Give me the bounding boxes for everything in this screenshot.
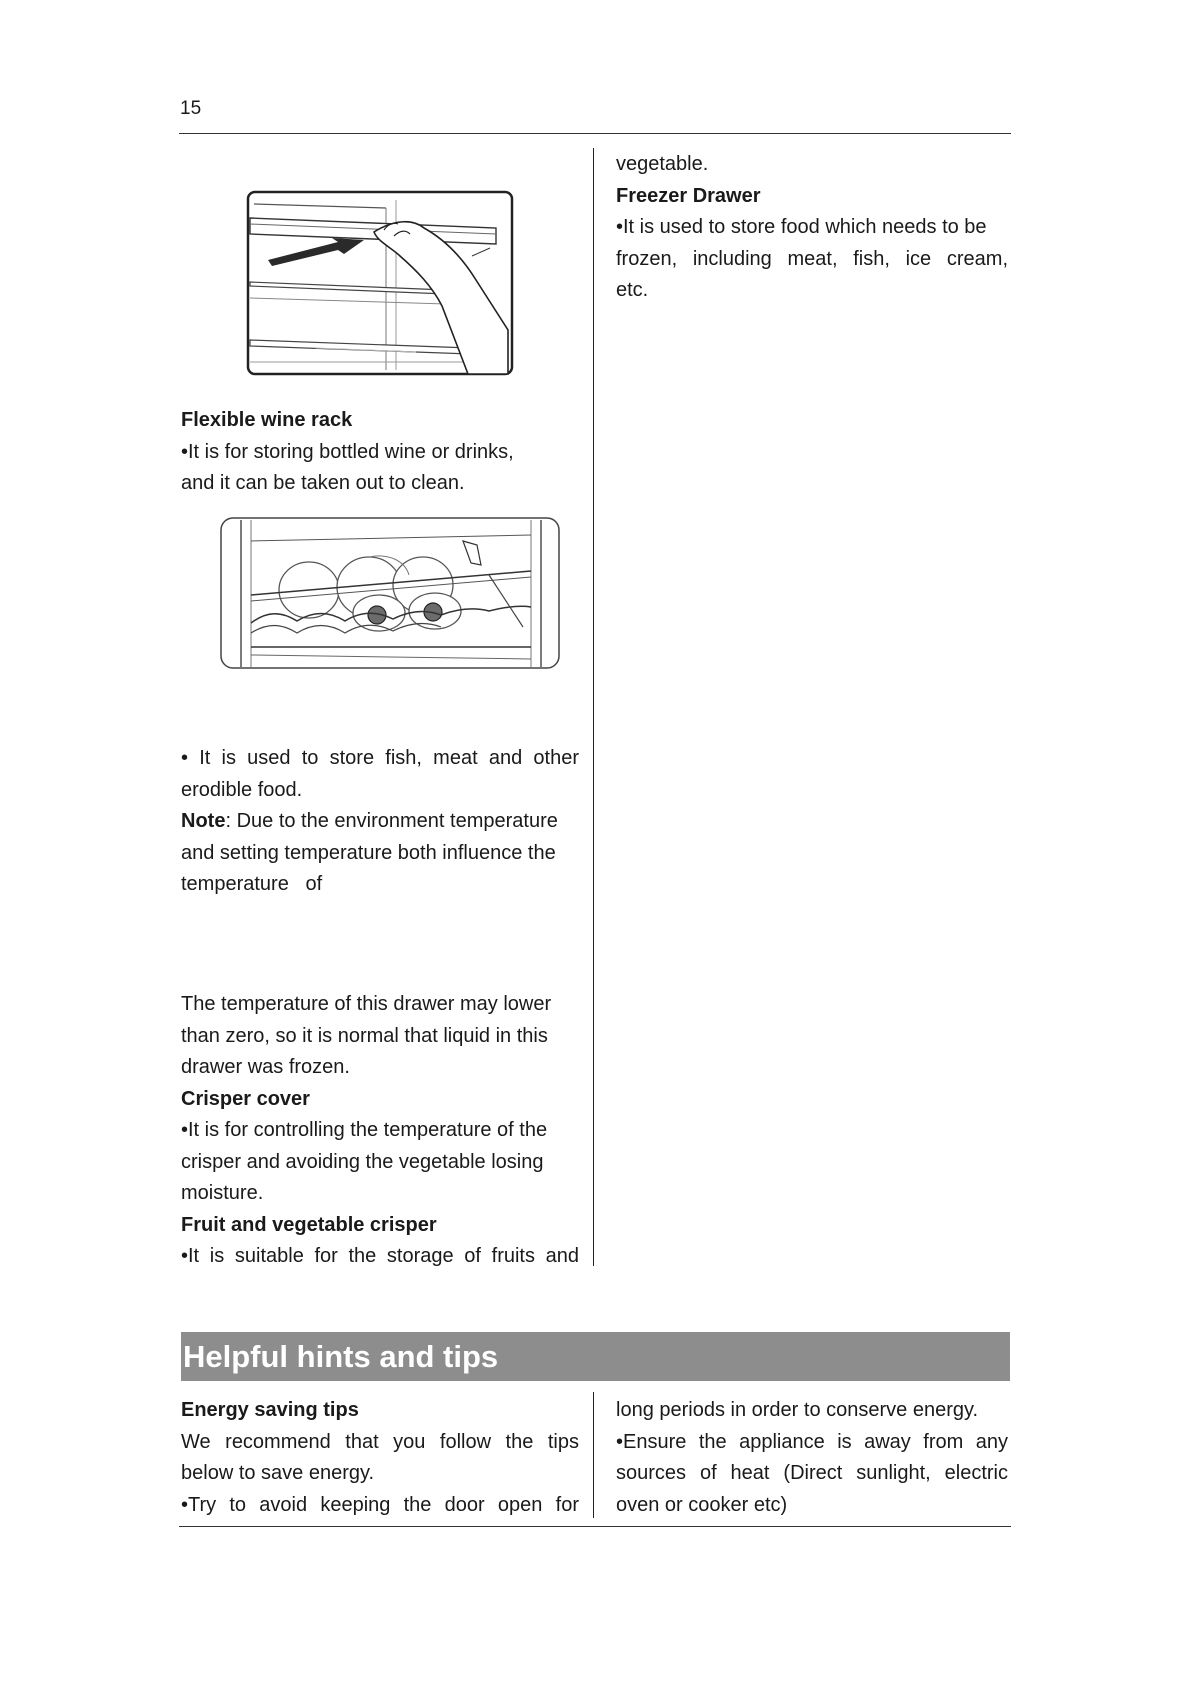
note-label: Note bbox=[181, 810, 226, 832]
energy-text-2: below to save energy. bbox=[181, 1462, 375, 1484]
energy-saving-heading: Energy saving tips bbox=[181, 1399, 359, 1421]
energy-text-4: long periods in order to conserve energy. bbox=[616, 1399, 979, 1421]
fruit-crisper-text-1: •It is suitable for the storage of fruits and bbox=[181, 1245, 579, 1267]
page-number: 15 bbox=[180, 98, 202, 119]
note-text-2: and setting temperature both influence the bbox=[181, 841, 556, 864]
energy-text-5: •Ensure the appliance is away from any bbox=[616, 1430, 1008, 1453]
freezer-text-3: etc. bbox=[616, 279, 649, 301]
freezer-section bbox=[616, 149, 1008, 307]
drawer-text-1: • It is used to store fish, meat and other bbox=[181, 747, 579, 769]
vegetable-text: vegetable. bbox=[616, 153, 709, 175]
crisper-cover-text-2: crisper and avoiding the vegetable losing bbox=[181, 1150, 544, 1173]
wine-rack-figure bbox=[219, 515, 561, 671]
note-line-1 bbox=[181, 806, 579, 838]
crisper-cover-text-1: •It is for controlling the temperature of the bbox=[181, 1119, 548, 1141]
crisper-cover-heading: Crisper cover bbox=[181, 1087, 310, 1110]
drawer-section bbox=[181, 743, 579, 901]
fruit-crisper-heading: Fruit and vegetable crisper bbox=[181, 1213, 437, 1236]
temp-text-2: than zero, so it is normal that liquid in this bbox=[181, 1024, 548, 1047]
energy-tips-left bbox=[181, 1395, 579, 1521]
bottom-column-divider bbox=[593, 1392, 594, 1518]
wine-rack-text-2: and it can be taken out to clean. bbox=[181, 472, 465, 494]
freezer-text-1: •It is used to store food which needs to be bbox=[616, 216, 987, 238]
note-text-3: temperature of bbox=[181, 873, 323, 895]
column-divider bbox=[593, 148, 594, 1266]
energy-tips-right bbox=[616, 1395, 1008, 1521]
energy-text-1: We recommend that you follow the tips bbox=[181, 1430, 579, 1453]
freezer-drawer-heading: Freezer Drawer bbox=[616, 184, 761, 207]
energy-text-6: sources of heat (Direct sunlight, electric bbox=[616, 1462, 1008, 1484]
energy-text-3: •Try to avoid keeping the door open for bbox=[181, 1493, 579, 1516]
wine-rack-illustration bbox=[219, 515, 561, 671]
shelf-insert-figure bbox=[246, 190, 514, 376]
wine-rack-section bbox=[181, 405, 581, 500]
shelf-illustration bbox=[246, 190, 514, 376]
section-title: Helpful hints and tips bbox=[181, 1332, 1010, 1381]
crisper-section bbox=[181, 989, 579, 1273]
header-rule bbox=[179, 133, 1011, 134]
wine-rack-heading: Flexible wine rack bbox=[181, 409, 353, 431]
temp-text-3: drawer was frozen. bbox=[181, 1056, 350, 1078]
energy-text-7: oven or cooker etc) bbox=[616, 1493, 788, 1516]
footer-rule bbox=[179, 1526, 1011, 1527]
temp-text-1: The temperature of this drawer may lower bbox=[181, 993, 552, 1015]
freezer-text-2: frozen, including meat, fish, ice cream, bbox=[616, 247, 1008, 270]
drawer-text-2: erodible food. bbox=[181, 778, 303, 801]
crisper-cover-text-3: moisture. bbox=[181, 1182, 264, 1204]
note-text-1: : Due to the environment temperature bbox=[225, 810, 558, 832]
wine-rack-text-1: •It is for storing bottled wine or drinks, bbox=[181, 440, 514, 463]
